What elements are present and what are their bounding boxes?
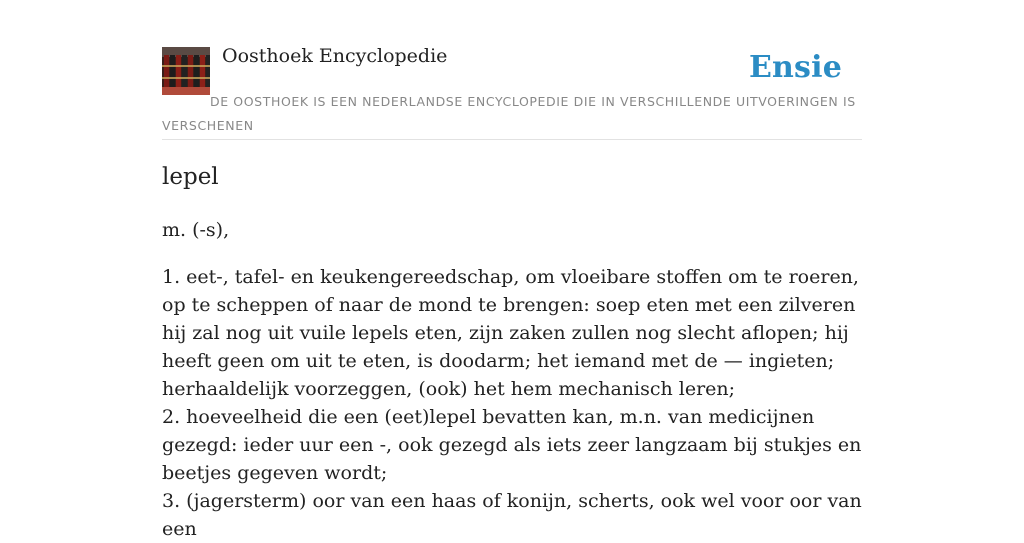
site-tagline: DE OOSTHOEK IS EEN NEDERLANDSE ENCYCLOPEDIE DIE IN VERSCHILLENDE UITVOERINGEN IS VERSCHENEN bbox=[162, 94, 856, 133]
entry-definitions bbox=[162, 263, 862, 543]
entry-grammar: m. (-s), bbox=[162, 219, 230, 241]
avatar-image bbox=[162, 47, 210, 95]
encyclopedia-books-icon[interactable] bbox=[162, 47, 210, 95]
definition-item: 1. eet-, tafel- en keukengereedschap, om vloeibare stoffen om te roeren, op te scheppen of naar de mond te brengen: soep eten met een zilveren hij zal nog uit vuile lepels eten, zijn zaken zullen nog slecht aflopen; hij heeft geen om uit te eten, is doodarm; het iemand met de — ingieten; herhaaldelijk voorzeggen, (ook) het hem mechanisch leren; bbox=[162, 266, 859, 400]
definition-item: 2. hoeveelheid die een (eet)lepel bevatten kan, m.n. van medicijnen gezegd: ieder uur een -, ook gezegd als iets zeer langzaam bij stukjes en beetjes gegeven wordt; bbox=[162, 406, 862, 484]
definition-item: 3. (jagersterm) oor van een haas of konijn, scherts, ook wel voor oor van een bbox=[162, 490, 862, 540]
ensie-logo-link[interactable]: Ensie bbox=[748, 50, 842, 85]
site-title-link[interactable]: Oosthoek Encyclopedie bbox=[222, 45, 448, 67]
site-header bbox=[162, 0, 862, 140]
content-column bbox=[162, 0, 862, 540]
entry-title: lepel bbox=[162, 164, 219, 190]
